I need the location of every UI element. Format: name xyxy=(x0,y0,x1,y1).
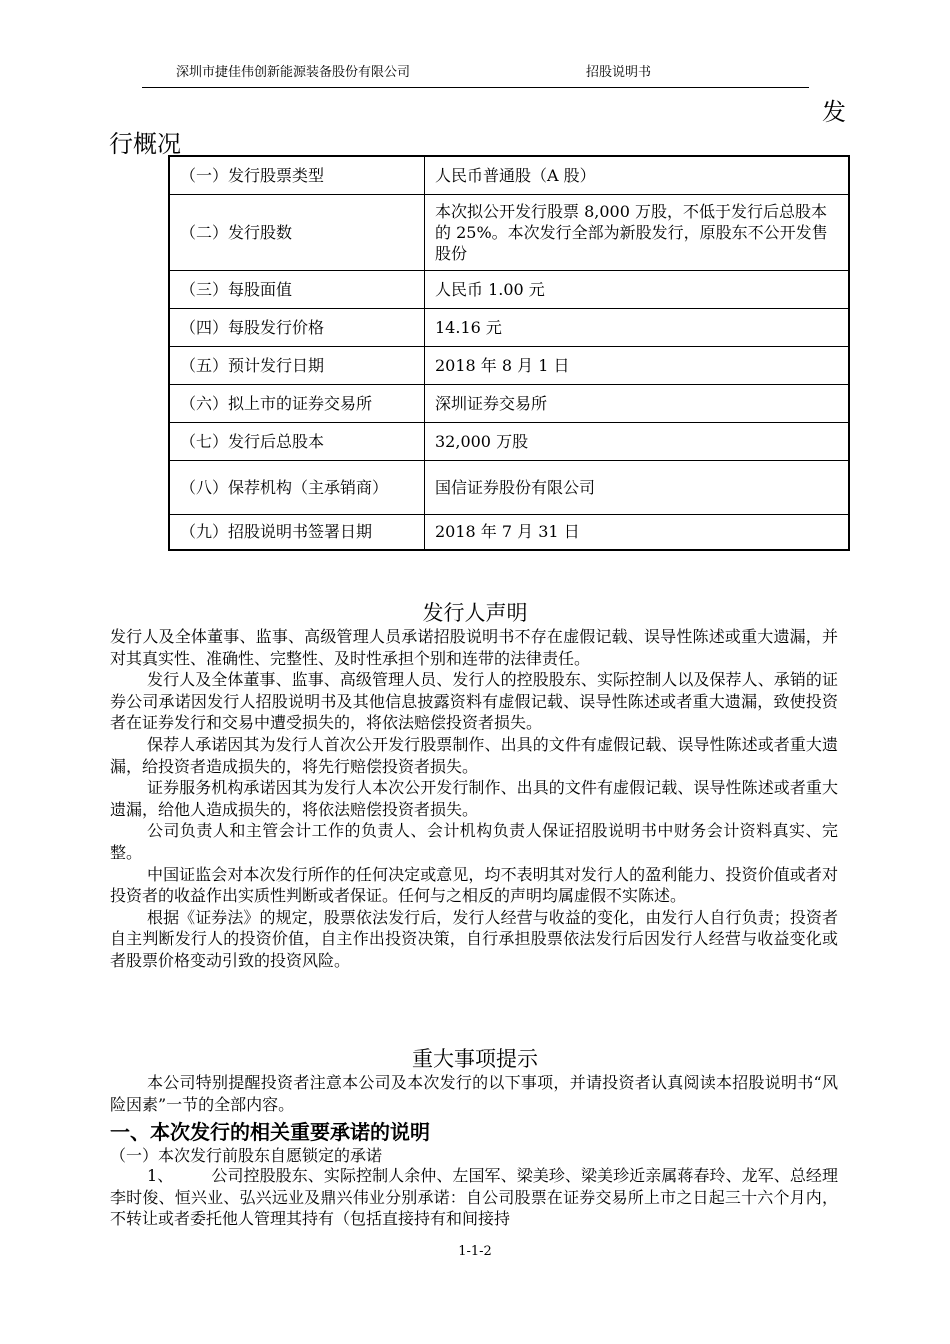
declaration-paragraph: 发行人及全体董事、监事、高级管理人员承诺招股说明书不存在虚假记载、误导性陈述或重大遗漏，并对其真实性、准确性、完整性、及时性承担个别和连带的法律责任。 xyxy=(110,627,838,668)
major-items-title: 重大事项提示 xyxy=(412,1047,538,1071)
row-label: （七）发行后总股本 xyxy=(169,422,425,460)
row-value: 32,000 万股 xyxy=(425,422,850,460)
row-value: 人民币普通股（A 股） xyxy=(425,156,850,194)
row-label: （一）发行股票类型 xyxy=(169,156,425,194)
row-label: （五）预计发行日期 xyxy=(169,346,425,384)
declaration-title: 发行人声明 xyxy=(422,601,528,625)
table-row xyxy=(169,384,849,422)
header-divider xyxy=(142,87,809,88)
table-row xyxy=(169,422,849,460)
issuance-overview-table xyxy=(168,155,850,551)
section-heading: 一、本次发行的相关重要承诺的说明 xyxy=(110,1120,430,1144)
row-label: （八）保荐机构（主承销商） xyxy=(169,460,425,514)
declaration-paragraph: 发行人及全体董事、监事、高级管理人员、发行人的控股股东、实际控制人以及保荐人、承销的证券公司承诺因发行人招股说明书及其他信息披露资料有虚假记载、误导性陈述或者重大遗漏，致使投资者在证券发行和交易中遭受损失的，将依法赔偿投资者损失。 xyxy=(110,670,838,733)
row-value: 国信证券股份有限公司 xyxy=(425,460,850,514)
table-row xyxy=(169,308,849,346)
page-number: 1-1-2 xyxy=(458,1244,492,1259)
major-items-intro: 本公司特别提醒投资者注意本公司及本次发行的以下事项，并请投资者认真阅读本招股说明书“风险因素”一节的全部内容。 xyxy=(110,1073,838,1114)
table-row xyxy=(169,460,849,514)
row-value: 本次拟公开发行股票 8,000 万股，不低于发行后总股本的 25%。本次发行全部为新股发行，原股东不公开发售股份 xyxy=(425,194,850,270)
row-label: （六）拟上市的证券交易所 xyxy=(169,384,425,422)
declaration-body xyxy=(110,626,838,972)
declaration-paragraph: 保荐人承诺因其为发行人首次公开发行股票制作、出具的文件有虚假记载、误导性陈述或者重大遗漏，给投资者造成损失的，将先行赔偿投资者损失。 xyxy=(110,734,838,776)
declaration-paragraph: 中国证监会对本次发行所作的任何决定或意见，均不表明其对发行人的盈利能力、投资价值或者对投资者的收益作出实质性判断或者保证。任何与之相反的声明均属虚假不实陈述。 xyxy=(110,864,838,906)
row-label: （二）发行股数 xyxy=(169,194,425,270)
row-label: （四）每股发行价格 xyxy=(169,308,425,346)
row-label: （三）每股面值 xyxy=(169,270,425,308)
row-value: 2018 年 7 月 31 日 xyxy=(425,514,850,550)
declaration-paragraph: 证券服务机构承诺因其为发行人本次公开发行制作、出具的文件有虚假记载、误导性陈述或者重大遗漏，给他人造成损失的，将依法赔偿投资者损失。 xyxy=(110,778,838,819)
item-number: 1、 xyxy=(147,1166,174,1185)
row-label: （九）招股说明书签署日期 xyxy=(169,514,425,550)
item-text: 公司控股股东、实际控制人余仲、左国军、梁美珍、梁美珍近亲属蒋春玲、龙军、总经理李时俊、恒兴业、弘兴远业及鼎兴伟业分别承诺：自公司股票在证券交易所上市之日起三十六个月内，不转让或者委托他人管理其持有（包括直接持有和间接持 xyxy=(110,1166,838,1229)
table-row xyxy=(169,194,849,270)
row-value: 14.16 元 xyxy=(425,308,850,346)
row-value: 人民币 1.00 元 xyxy=(425,270,850,308)
declaration-paragraph: 根据《证券法》的规定，股票依法发行后，发行人经营与收益的变化，由发行人自行负责；投资者自主判断发行人的投资价值，自主作出投资决策，自行承担股票依法发行后因发行人经营与收益变化或者股票价格变动引致的投资风险。 xyxy=(110,907,838,970)
overview-title-part1: 发 xyxy=(822,98,846,126)
overview-title-part2: 行概况 xyxy=(109,130,181,158)
commitment-item-1 xyxy=(110,1165,838,1230)
table-row xyxy=(169,270,849,308)
row-value: 2018 年 8 月 1 日 xyxy=(425,346,850,384)
table-row xyxy=(169,514,849,550)
table-row xyxy=(169,346,849,384)
header-doc-title: 招股说明书 xyxy=(586,65,652,80)
header-company: 深圳市捷佳伟创新能源装备股份有限公司 xyxy=(176,65,411,80)
row-value: 深圳证券交易所 xyxy=(425,384,850,422)
subsection-heading: （一）本次发行前股东自愿锁定的承诺 xyxy=(110,1146,383,1165)
table-row xyxy=(169,156,849,194)
declaration-paragraph: 公司负责人和主管会计工作的负责人、会计机构负责人保证招股说明书中财务会计资料真实、完整。 xyxy=(110,821,838,862)
